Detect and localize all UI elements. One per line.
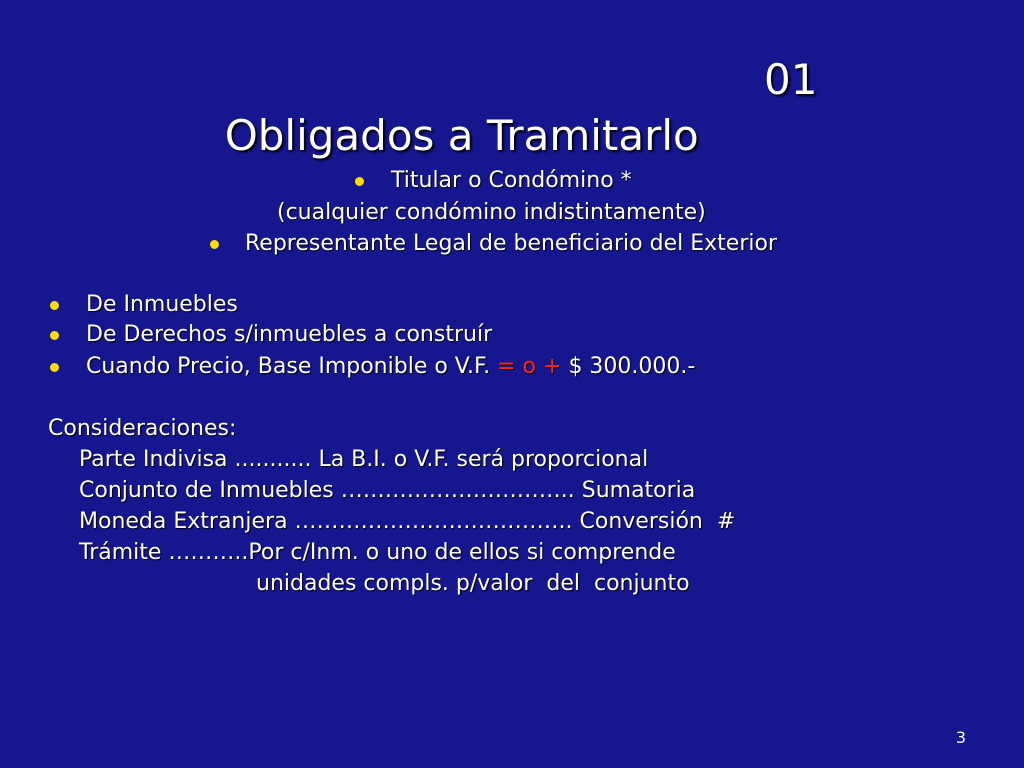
consideration-line: unidades compls. p/valor del conjunto xyxy=(256,571,690,596)
page-number: 3 xyxy=(955,728,966,747)
considerations-heading: Consideraciones: xyxy=(48,416,237,441)
list-item-representante: Representante Legal de beneficiario del Exterior xyxy=(245,231,777,256)
bullet-icon xyxy=(50,363,59,372)
consideration-line: Moneda Extranjera ……………………………….. Conversión # xyxy=(79,509,736,534)
precio-text: Cuando Precio, Base Imponible o V.F. xyxy=(86,354,498,379)
bullet-icon xyxy=(50,301,59,310)
consideration-line: Conjunto de Inmuebles ………………………….. Sumatoria xyxy=(79,478,696,503)
consideration-line: Trámite ………..Por c/Inm. o uno de ellos si comprende xyxy=(79,540,676,565)
precio-amount: $ 300.000.- xyxy=(561,354,696,379)
title-text: Obligados a Tramitarlo xyxy=(224,111,699,160)
list-item-titular: Titular o Condómino * xyxy=(391,168,632,193)
list-item-derechos: De Derechos s/inmuebles a construír xyxy=(86,322,493,347)
comparison-operator: = o + xyxy=(497,354,562,379)
list-item-cualquier: (cualquier condómino indistintamente) xyxy=(277,200,706,225)
bullet-icon xyxy=(355,177,364,186)
consideration-line: Parte Indivisa ........... La B.I. o V.F. será proporcional xyxy=(79,447,649,472)
slide-code: 01 xyxy=(764,55,818,104)
bullet-icon xyxy=(210,240,219,249)
list-item-precio xyxy=(86,352,695,382)
bullet-icon xyxy=(50,331,59,340)
list-item-inmuebles: De Inmuebles xyxy=(86,292,238,317)
